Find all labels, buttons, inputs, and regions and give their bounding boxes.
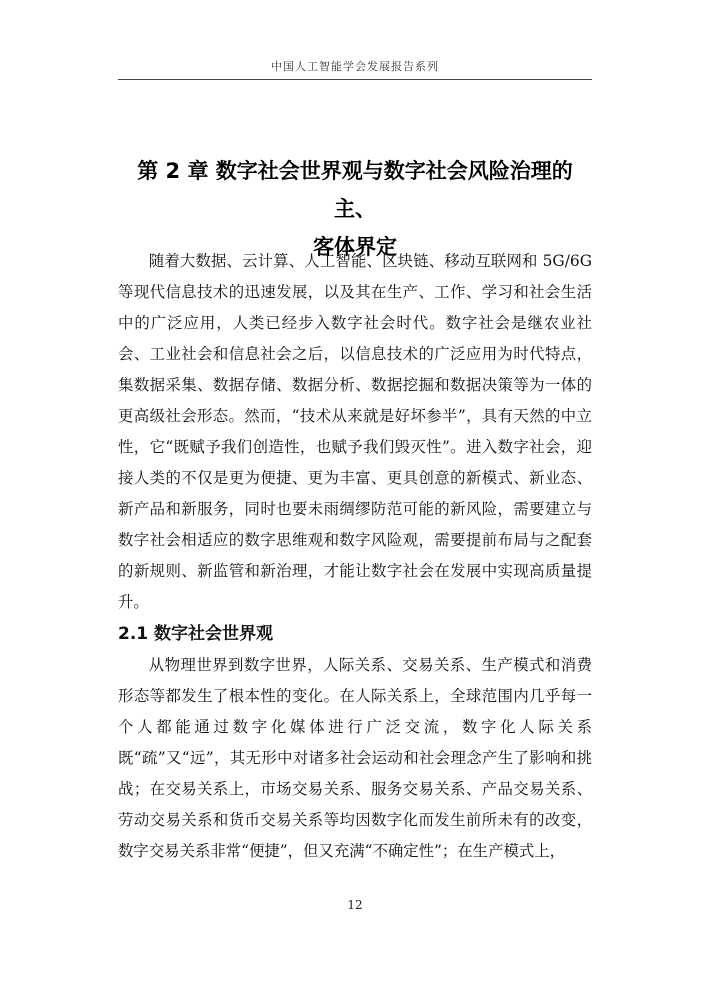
chapter-title-line-1: 第 2 章 数字社会世界观与数字社会风险治理的主、: [137, 159, 573, 221]
header-divider: [118, 79, 592, 80]
document-body: [118, 246, 592, 867]
chapter-title-line-2: 客体界定: [313, 235, 397, 259]
running-header: 中国人工智能学会发展报告系列: [271, 60, 439, 73]
page-number: 12: [347, 898, 363, 912]
section-heading: 2.1 数字社会世界观: [118, 624, 274, 644]
intro-paragraph: 随着大数据、云计算、人工智能、区块链、移动互联网和 5G/6G 等现代信息技术的迅速发展，以及其在生产、工作、学习和社会生活中的广泛应用，人类已经步入数字社会时代。数字社会是继农业社会、工业社会和信息社会之后，以信息技术的广泛应用为时代特点，集数据采集、数据存储、数据分析、数据挖掘和数据决策等为一体的更高级社会形态。然而，“技术从来就是好坏参半”，具有天然的中立性，它“既赋予我们创造性，也赋予我们毁灭性”。进入数字社会，迎接人类的不仅是更为便捷、更为丰富、更具创意的新模式、新业态、新产品和新服务，同时也要未雨绸缪防范可能的新风险，需要建立与数字社会相适应的数字思维观和数字风险观，需要提前布局与之配套的新规则、新监管和新治理，才能让数字社会在发展中实现高质量提升。: [118, 252, 592, 611]
section-paragraph: 从物理世界到数字世界，人际关系、交易关系、生产模式和消费形态等都发生了根本性的变化。在人际关系上，全球范围内几乎每一个人都能通过数字化媒体进行广泛交流，数字化人际关系既“疏”又“远”，其无形中对诸多社会运动和社会理念产生了影响和挑战；在交易关系上，市场交易关系、服务交易关系、产品交易关系、劳动交易关系和货币交易关系等均因数字化而发生前所未有的改变，数字交易关系非常“便捷”，但又充满“不确定性”；在生产模式上，: [118, 656, 592, 860]
